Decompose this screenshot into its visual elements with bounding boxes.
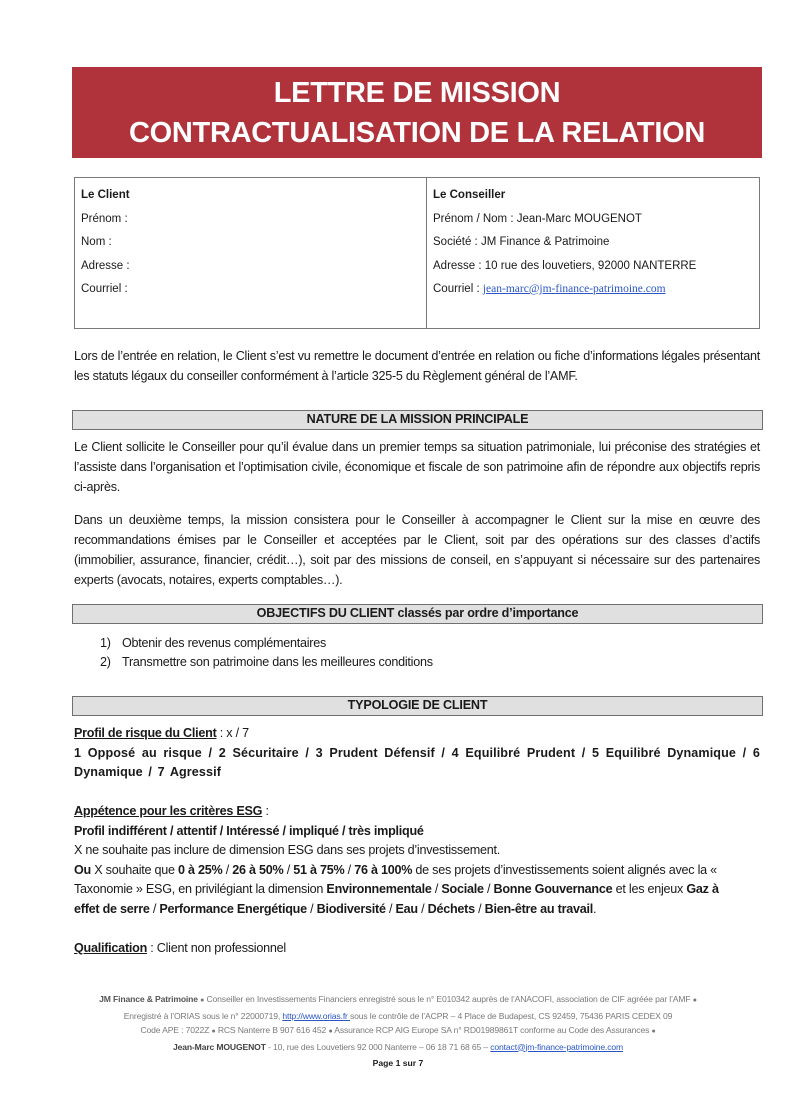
- footer-line-1: [60, 992, 736, 1009]
- esg-after-pct: de ses projets d’investissements soient alignés avec la « Taxonomie » ESG, en privilégiant la dimension: [74, 862, 717, 896]
- contact-email-link[interactable]: contact@jm-finance-patrimoine.com: [490, 1041, 624, 1052]
- risk-profile-label: Profil de risque du Client: [74, 726, 217, 740]
- title-banner: [72, 67, 762, 158]
- footer-contact-name: Jean-Marc MOUGENOT: [172, 1041, 266, 1052]
- nature-paragraph-2: Dans un deuxième temps, la mission consistera pour le Conseiller à accompagner le Client sur la mise en œuvre des recommandations émises par le Conseiller et acceptées par le Client, soit par des opérations sur des classes d’actifs (immobilier, assurance, financier, crédit…), soit par des missions de conseil, en s’appuyant si nécessaire sur des partenaires experts (avocats, notaires, experts comptables…).: [74, 513, 760, 587]
- esg-none-option: X ne souhaite pas inclure de dimension ESG dans ses projets d’investissement.: [74, 843, 500, 857]
- esg-dimension: Bonne Gouvernance: [493, 882, 613, 896]
- orias-link[interactable]: http://www.orias.fr: [282, 1010, 351, 1021]
- esg-issue: Performance Energétique: [159, 901, 307, 916]
- client-title: Le Client: [81, 189, 130, 201]
- section-nature-header: NATURE DE LA MISSION PRINCIPALE: [72, 410, 763, 430]
- esg-issue: Gaz à effet de serre: [74, 882, 719, 916]
- client-lastname-field: Nom :: [81, 236, 112, 248]
- client-firstname-field: Prénom :: [81, 212, 128, 225]
- page-footer: [60, 992, 736, 1054]
- esg-pct-option: 26 à 50%: [232, 862, 284, 877]
- footer-line-2: [60, 1009, 736, 1024]
- esg-issue: Bien-être au travail: [484, 901, 593, 916]
- advisor-title: Le Conseiller: [433, 189, 506, 201]
- esg-wish-text: X souhaite que: [91, 862, 179, 877]
- intro-text: Lors de l’entrée en relation, le Client s’est vu remettre le document d’entrée en relation ou fiche d’informations légales présentant les statuts légaux du conseiller conformément à l’article 325-5 du Règlement général de l’AMF.: [74, 349, 760, 383]
- page-number: Page 1 sur 7: [372, 1058, 424, 1068]
- footer-rcs: RCS Nanterre B 907 616 452: [217, 1025, 327, 1035]
- section-typology-header: TYPOLOGIE DE CLIENT: [72, 696, 763, 716]
- client-address-field: Adresse :: [81, 259, 130, 272]
- esg-block: [74, 802, 760, 919]
- advisor-email-row: [433, 278, 753, 302]
- intro-paragraph: [74, 346, 760, 399]
- esg-dimension: Sociale: [441, 882, 484, 896]
- title-line-2: CONTRACTUALISATION DE LA RELATION: [129, 117, 705, 149]
- advisor-column: [427, 178, 759, 328]
- qualification-row: [74, 939, 760, 959]
- esg-dimension: Environnementale: [326, 882, 432, 896]
- parties-table: [74, 177, 760, 329]
- risk-profile-value: : x / 7: [216, 726, 249, 740]
- bullet-icon: ●: [651, 1028, 656, 1035]
- objective-text: Obtenir des revenus complémentaires: [122, 636, 327, 650]
- footer-company: JM Finance & Patrimoine: [99, 994, 198, 1004]
- objective-item: [100, 634, 433, 653]
- footer-orias: Enregistré à l’ORIAS sous le n° 22000719,: [123, 1010, 283, 1021]
- bullet-icon: ●: [692, 997, 697, 1004]
- risk-profile-block: [74, 724, 760, 783]
- footer-contact-details: - 10, rue des Louvetiers 92 000 Nanterre – 06 18 71 68 65 –: [265, 1041, 491, 1052]
- esg-issue: Eau: [395, 901, 418, 916]
- footer-insurance: Assurance RCP AIG Europe SA n° RD01989861T conforme au Code des Assurances: [334, 1025, 650, 1035]
- qualification-label: Qualification: [74, 940, 148, 955]
- objectives-list: [100, 634, 433, 672]
- advisor-name: Prénom / Nom : Jean-Marc MOUGENOT: [433, 212, 642, 225]
- footer-line-4: [60, 1040, 736, 1055]
- bullet-icon: ●: [200, 997, 205, 1004]
- esg-or: Ou: [74, 862, 91, 877]
- footer-registration: Conseiller en Investissements Financiers enregistré sous le n° E010342 auprès de l’ANACOFI, association de CIF agréée par l’AMF: [206, 994, 691, 1004]
- client-column: [75, 178, 427, 328]
- bullet-icon: ●: [211, 1028, 216, 1035]
- esg-label: Appétence pour les critères ESG: [74, 804, 263, 818]
- advisor-email-link[interactable]: jean-marc@jm-finance-patrimoine.com: [482, 283, 666, 295]
- esg-issue: Biodiversité: [316, 901, 386, 916]
- footer-line-3: [60, 1023, 736, 1040]
- advisor-company: Société : JM Finance & Patrimoine: [433, 236, 610, 248]
- advisor-address: Adresse : 10 rue des louvetiers, 92000 NANTERRE: [433, 259, 697, 272]
- nature-body: [74, 437, 760, 603]
- esg-profile-scale: Profil indifférent / attentif / Intéressé / impliqué / très impliqué: [74, 823, 424, 838]
- objective-item: [100, 653, 433, 672]
- esg-and: et les enjeux: [612, 882, 687, 896]
- objective-text: Transmettre son patrimoine dans les meilleures conditions: [122, 655, 433, 669]
- qualification-value: : Client non professionnel: [147, 940, 286, 955]
- section-objectives-header: OBJECTIFS DU CLIENT classés par ordre d’importance: [72, 604, 763, 624]
- esg-colon: :: [262, 804, 269, 818]
- risk-scale: 1 Opposé au risque / 2 Sécuritaire / 3 Prudent Défensif / 4 Equilibré Prudent / 5 Equilibré Dynamique / 6 Dynamique / 7 Agressif: [74, 745, 760, 779]
- bullet-icon: ●: [328, 1028, 333, 1035]
- objective-number: 2): [100, 655, 111, 669]
- typology-body: [74, 724, 760, 958]
- esg-pct-option: 51 à 75%: [293, 862, 345, 877]
- objective-number: 1): [100, 636, 111, 650]
- esg-issue: Déchets: [427, 901, 475, 916]
- esg-wish-option: Ou X souhaite que 0 à 25% / 26 à 50% / 51 à 75% / 76 à 100% de ses projets d’investissements soient alignés avec la « Taxonomie » ESG, en privilégiant la dimension Environnementale / Sociale / Bonne Gouvernance et les enjeux Gaz à effet de serre / Performance Energétique / Biodiversité / Eau / Déchets / Bien-être au travail.: [74, 862, 719, 916]
- esg-pct-option: 76 à 100%: [354, 862, 413, 877]
- advisor-email-label: Courriel :: [433, 283, 483, 295]
- client-email-field: Courriel :: [81, 283, 128, 295]
- esg-pct-option: 0 à 25%: [178, 862, 223, 877]
- footer-ape: Code APE : 7022Z: [140, 1025, 210, 1035]
- title-line-1: LETTRE DE MISSION: [273, 77, 561, 109]
- footer-acpr: sous le contrôle de l’ACPR – 4 Place de Budapest, CS 92459, 75436 PARIS CEDEX 09: [350, 1010, 673, 1021]
- nature-paragraph-1: Le Client sollicite le Conseiller pour qu’il évalue dans un premier temps sa situation patrimoniale, lui préconise des stratégies et l’assiste dans l’organisation et l’optimisation civile, économique et fiscale de son patrimoine afin de répondre aux objectifs repris ci-après.: [74, 440, 760, 494]
